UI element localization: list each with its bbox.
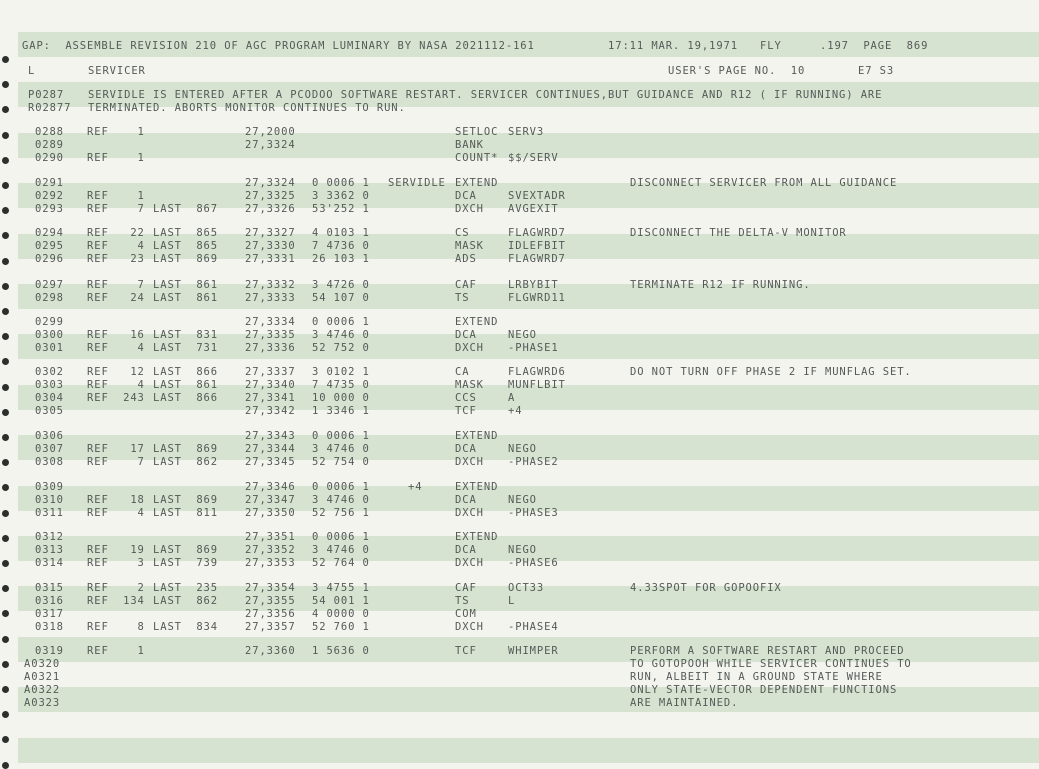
line-number: 0308 xyxy=(35,456,64,468)
opcode: DXCH xyxy=(455,203,484,215)
memory-address: 27,2000 xyxy=(245,126,296,138)
opcode: MASK xyxy=(455,379,484,391)
greenbar-band xyxy=(18,738,1039,763)
memory-address: 27,3324 xyxy=(245,177,296,189)
last-ref: LAST 869 xyxy=(153,544,218,556)
memory-address: 27,3325 xyxy=(245,190,296,202)
memory-address: 27,3336 xyxy=(245,342,296,354)
ref-count: REF 1 xyxy=(87,152,145,164)
object-code: 52 754 0 xyxy=(312,456,370,468)
line-number: 0301 xyxy=(35,342,64,354)
comment-line-text: TERMINATED. ABORTS MONITOR CONTINUES TO RUN. xyxy=(88,101,406,114)
last-ref: LAST 862 xyxy=(153,456,218,468)
memory-address: 27,3356 xyxy=(245,608,296,620)
opcode: EXTEND xyxy=(455,177,499,189)
line-number: A0323 xyxy=(24,697,61,709)
ref-count: REF 18 xyxy=(87,494,145,506)
line-number: A0320 xyxy=(24,658,61,670)
feed-hole xyxy=(2,636,9,643)
operand: -PHASE3 xyxy=(508,507,559,519)
last-ref: LAST 866 xyxy=(153,366,218,378)
feed-hole xyxy=(2,686,9,693)
memory-address: 27,3342 xyxy=(245,405,296,417)
comment: PERFORM A SOFTWARE RESTART AND PROCEED xyxy=(630,645,905,657)
memory-address: 27,3333 xyxy=(245,292,296,304)
object-code: 4 0000 0 xyxy=(312,608,370,620)
opcode: EXTEND xyxy=(455,481,499,493)
comment-line-text: SERVIDLE IS ENTERED AFTER A PCODOO SOFTWARE RESTART. SERVICER CONTINUES,BUT GUIDANCE AND R12 ( IF RUNNING) ARE xyxy=(88,89,883,101)
ref-count: REF 17 xyxy=(87,443,145,455)
line-number: 0307 xyxy=(35,443,64,455)
users-page-number: USER'S PAGE NO. 10 xyxy=(668,65,806,77)
object-code: 3 4746 0 xyxy=(312,544,370,556)
memory-address: 27,3335 xyxy=(245,329,296,341)
section-code: E7 S3 xyxy=(858,65,895,77)
feed-hole xyxy=(2,132,9,139)
object-code: 26 103 1 xyxy=(312,253,370,265)
memory-address: 27,3355 xyxy=(245,595,296,607)
operand: +4 xyxy=(508,405,523,417)
feed-hole xyxy=(2,736,9,743)
operand: OCT33 xyxy=(508,582,545,594)
ref-count: REF 8 xyxy=(87,621,145,633)
comment: 4.33SPOT FOR GOPOOFIX xyxy=(630,582,782,594)
operand: -PHASE4 xyxy=(508,621,559,633)
line-number: 0316 xyxy=(35,595,64,607)
opcode: EXTEND xyxy=(455,316,499,328)
feed-hole xyxy=(2,711,9,718)
line-number: 0313 xyxy=(35,544,64,556)
operand: SVEXTADR xyxy=(508,190,566,202)
feed-hole xyxy=(2,459,9,466)
memory-address: 27,3326 xyxy=(245,203,296,215)
ref-count: REF 23 xyxy=(87,253,145,265)
last-ref: LAST 865 xyxy=(153,240,218,252)
memory-address: 27,3353 xyxy=(245,557,296,569)
object-code: 52 760 1 xyxy=(312,621,370,633)
feed-hole xyxy=(2,232,9,239)
object-code: 1 5636 0 xyxy=(312,645,370,657)
operand: -PHASE2 xyxy=(508,456,559,468)
line-number: 0288 xyxy=(35,126,64,138)
ref-count: REF 4 xyxy=(87,240,145,252)
object-code: 3 4746 0 xyxy=(312,329,370,341)
memory-address: 27,3352 xyxy=(245,544,296,556)
memory-address: 27,3324 xyxy=(245,139,296,151)
object-code: 0 0006 1 xyxy=(312,430,370,442)
opcode: CCS xyxy=(455,392,477,404)
operand: MUNFLBIT xyxy=(508,379,566,391)
ref-count: REF 24 xyxy=(87,292,145,304)
feed-hole xyxy=(2,258,9,265)
object-code: 3 0102 1 xyxy=(312,366,370,378)
last-ref: LAST 861 xyxy=(153,279,218,291)
feed-hole xyxy=(2,56,9,63)
line-number: A0322 xyxy=(24,684,61,696)
line-number: 0298 xyxy=(35,292,64,304)
operand: FLAGWRD6 xyxy=(508,366,566,378)
feed-hole xyxy=(2,585,9,592)
last-ref: LAST 867 xyxy=(153,203,218,215)
comment: RUN, ALBEIT IN A GROUND STATE WHERE xyxy=(630,671,883,683)
operand: FLGWRD11 xyxy=(508,292,566,304)
feed-hole xyxy=(2,182,9,189)
line-number: 0296 xyxy=(35,253,64,265)
line-number: 0303 xyxy=(35,379,64,391)
memory-address: 27,3357 xyxy=(245,621,296,633)
line-number: 0310 xyxy=(35,494,64,506)
last-ref: LAST 731 xyxy=(153,342,218,354)
feed-hole xyxy=(2,535,9,542)
object-code: 0 0006 1 xyxy=(312,531,370,543)
comment: DO NOT TURN OFF PHASE 2 IF MUNFLAG SET. xyxy=(630,366,912,378)
object-code: 3 4746 0 xyxy=(312,494,370,506)
line-number: 0317 xyxy=(35,608,64,620)
memory-address: 27,3330 xyxy=(245,240,296,252)
feed-hole xyxy=(2,510,9,517)
last-ref: LAST 869 xyxy=(153,494,218,506)
object-code: 10 000 0 xyxy=(312,392,370,404)
operand: LRBYBIT xyxy=(508,279,559,291)
operand: NEGO xyxy=(508,494,537,506)
memory-address: 27,3360 xyxy=(245,645,296,657)
operand: FLAGWRD7 xyxy=(508,227,566,239)
opcode: DCA xyxy=(455,544,477,556)
last-ref: LAST 861 xyxy=(153,292,218,304)
feed-hole xyxy=(2,308,9,315)
line-number: 0294 xyxy=(35,227,64,239)
memory-address: 27,3337 xyxy=(245,366,296,378)
operand: L xyxy=(508,595,516,607)
opcode: DXCH xyxy=(455,507,484,519)
operand: WHIMPER xyxy=(508,645,559,657)
opcode: EXTEND xyxy=(455,531,499,543)
section-letter: L xyxy=(28,65,36,77)
memory-address: 27,3351 xyxy=(245,531,296,543)
operand: $$/SERV xyxy=(508,152,559,164)
line-number: 0289 xyxy=(35,139,64,151)
memory-address: 27,3332 xyxy=(245,279,296,291)
opcode: DCA xyxy=(455,443,477,455)
operand: -PHASE6 xyxy=(508,557,559,569)
comment: TO GOTOPOOH WHILE SERVICER CONTINUES TO xyxy=(630,658,912,670)
opcode: TCF xyxy=(455,405,477,417)
line-number: 0299 xyxy=(35,316,64,328)
line-number: 0311 xyxy=(35,507,64,519)
line-number: 0312 xyxy=(35,531,64,543)
feed-hole xyxy=(2,434,9,441)
object-code: 52 756 1 xyxy=(312,507,370,519)
memory-address: 27,3334 xyxy=(245,316,296,328)
object-code: 53'252 1 xyxy=(312,203,370,215)
line-number: 0305 xyxy=(35,405,64,417)
opcode: DCA xyxy=(455,329,477,341)
operand: A xyxy=(508,392,516,404)
line-number: 0290 xyxy=(35,152,64,164)
line-number: 0315 xyxy=(35,582,64,594)
feed-hole xyxy=(2,207,9,214)
object-code: 1 3346 1 xyxy=(312,405,370,417)
opcode: DXCH xyxy=(455,456,484,468)
comment: DISCONNECT THE DELTA-V MONITOR xyxy=(630,227,847,239)
object-code: 3 3362 0 xyxy=(312,190,370,202)
opcode: CS xyxy=(455,227,470,239)
last-ref: LAST 861 xyxy=(153,379,218,391)
feed-hole xyxy=(2,484,9,491)
opcode: COM xyxy=(455,608,477,620)
object-code: 3 4746 0 xyxy=(312,443,370,455)
ref-count: REF 16 xyxy=(87,329,145,341)
opcode: SETLOC xyxy=(455,126,499,138)
line-number: 0306 xyxy=(35,430,64,442)
feed-hole xyxy=(2,560,9,567)
opcode: DXCH xyxy=(455,557,484,569)
section-name: SERVICER xyxy=(88,65,146,77)
last-ref: LAST 834 xyxy=(153,621,218,633)
ref-count: REF 134 xyxy=(87,595,145,607)
comment: ONLY STATE-VECTOR DEPENDENT FUNCTIONS xyxy=(630,684,898,696)
line-number: 0309 xyxy=(35,481,64,493)
opcode: DXCH xyxy=(455,621,484,633)
opcode: ADS xyxy=(455,253,477,265)
feed-hole xyxy=(2,333,9,340)
opcode: MASK xyxy=(455,240,484,252)
object-code: 4 0103 1 xyxy=(312,227,370,239)
ref-count: REF 4 xyxy=(87,507,145,519)
ref-count: REF 243 xyxy=(87,392,145,404)
object-code: 0 0006 1 xyxy=(312,316,370,328)
memory-address: 27,3343 xyxy=(245,430,296,442)
feed-hole xyxy=(2,409,9,416)
opcode: TCF xyxy=(455,645,477,657)
comment: DISCONNECT SERVICER FROM ALL GUIDANCE xyxy=(630,177,898,189)
object-code: 52 764 0 xyxy=(312,557,370,569)
opcode: COUNT* xyxy=(455,152,499,164)
opcode: DCA xyxy=(455,190,477,202)
feed-hole xyxy=(2,106,9,113)
object-code: 3 4755 1 xyxy=(312,582,370,594)
ref-count: REF 1 xyxy=(87,190,145,202)
feed-hole xyxy=(2,283,9,290)
line-number: 0295 xyxy=(35,240,64,252)
operand: NEGO xyxy=(508,443,537,455)
object-code: 0 0006 1 xyxy=(312,177,370,189)
object-code: 54 001 1 xyxy=(312,595,370,607)
line-number: 0291 xyxy=(35,177,64,189)
last-ref: LAST 869 xyxy=(153,253,218,265)
feed-hole xyxy=(2,610,9,617)
object-code: 0 0006 1 xyxy=(312,481,370,493)
comment: ARE MAINTAINED. xyxy=(630,697,739,709)
opcode: DXCH xyxy=(455,342,484,354)
operand: -PHASE1 xyxy=(508,342,559,354)
object-code: 7 4735 0 xyxy=(312,379,370,391)
line-number: 0293 xyxy=(35,203,64,215)
operand: NEGO xyxy=(508,544,537,556)
ref-count: REF 2 xyxy=(87,582,145,594)
object-code: 3 4726 0 xyxy=(312,279,370,291)
ref-count: REF 12 xyxy=(87,366,145,378)
line-number: 0302 xyxy=(35,366,64,378)
run-flag: FLY xyxy=(760,40,782,52)
opcode: TS xyxy=(455,595,470,607)
page-number: .197 PAGE 869 xyxy=(820,40,929,52)
opcode: CA xyxy=(455,366,470,378)
memory-address: 27,3347 xyxy=(245,494,296,506)
opcode: CAF xyxy=(455,279,477,291)
comment-line-id: R02877 xyxy=(28,101,72,114)
label: +4 xyxy=(408,481,423,493)
opcode: EXTEND xyxy=(455,430,499,442)
opcode: DCA xyxy=(455,494,477,506)
last-ref: LAST 869 xyxy=(153,443,218,455)
feed-hole xyxy=(2,157,9,164)
last-ref: LAST 811 xyxy=(153,507,218,519)
print-timestamp: 17:11 MAR. 19,1971 xyxy=(608,40,738,52)
line-number: 0300 xyxy=(35,329,64,341)
memory-address: 27,3331 xyxy=(245,253,296,265)
last-ref: LAST 865 xyxy=(153,227,218,239)
memory-address: 27,3341 xyxy=(245,392,296,404)
ref-count: REF 22 xyxy=(87,227,145,239)
last-ref: LAST 866 xyxy=(153,392,218,404)
opcode: CAF xyxy=(455,582,477,594)
line-number: 0319 xyxy=(35,645,64,657)
feed-hole xyxy=(2,661,9,668)
line-number: 0292 xyxy=(35,190,64,202)
line-number: 0318 xyxy=(35,621,64,633)
ref-count: REF 7 xyxy=(87,279,145,291)
line-number: 0314 xyxy=(35,557,64,569)
ref-count: REF 1 xyxy=(87,126,145,138)
object-code: 7 4736 0 xyxy=(312,240,370,252)
memory-address: 27,3354 xyxy=(245,582,296,594)
ref-count: REF 7 xyxy=(87,203,145,215)
line-number: A0321 xyxy=(24,671,61,683)
operand: AVGEXIT xyxy=(508,203,559,215)
ref-count: REF 19 xyxy=(87,544,145,556)
ref-count: REF 1 xyxy=(87,645,145,657)
feed-hole xyxy=(2,358,9,365)
ref-count: REF 3 xyxy=(87,557,145,569)
operand: IDLEFBIT xyxy=(508,240,566,252)
feed-hole xyxy=(2,384,9,391)
ref-count: REF 4 xyxy=(87,342,145,354)
memory-address: 27,3346 xyxy=(245,481,296,493)
last-ref: LAST 862 xyxy=(153,595,218,607)
line-number: 0297 xyxy=(35,279,64,291)
memory-address: 27,3340 xyxy=(245,379,296,391)
ref-count: REF 7 xyxy=(87,456,145,468)
comment-line-id: P0287 xyxy=(28,89,65,101)
operand: SERV3 xyxy=(508,126,545,138)
operand: NEGO xyxy=(508,329,537,341)
opcode: BANK xyxy=(455,139,484,151)
feed-hole xyxy=(2,81,9,88)
memory-address: 27,3327 xyxy=(245,227,296,239)
memory-address: 27,3344 xyxy=(245,443,296,455)
object-code: 54 107 0 xyxy=(312,292,370,304)
listing-title: GAP: ASSEMBLE REVISION 210 OF AGC PROGRAM LUMINARY BY NASA 2021112-161 xyxy=(22,40,535,52)
label: SERVIDLE xyxy=(388,177,446,189)
last-ref: LAST 739 xyxy=(153,557,218,569)
comment: TERMINATE R12 IF RUNNING. xyxy=(630,279,811,291)
memory-address: 27,3345 xyxy=(245,456,296,468)
opcode: TS xyxy=(455,292,470,304)
ref-count: REF 4 xyxy=(87,379,145,391)
memory-address: 27,3350 xyxy=(245,507,296,519)
line-number: 0304 xyxy=(35,392,64,404)
last-ref: LAST 831 xyxy=(153,329,218,341)
object-code: 52 752 0 xyxy=(312,342,370,354)
last-ref: LAST 235 xyxy=(153,582,218,594)
operand: FLAGWRD7 xyxy=(508,253,566,265)
